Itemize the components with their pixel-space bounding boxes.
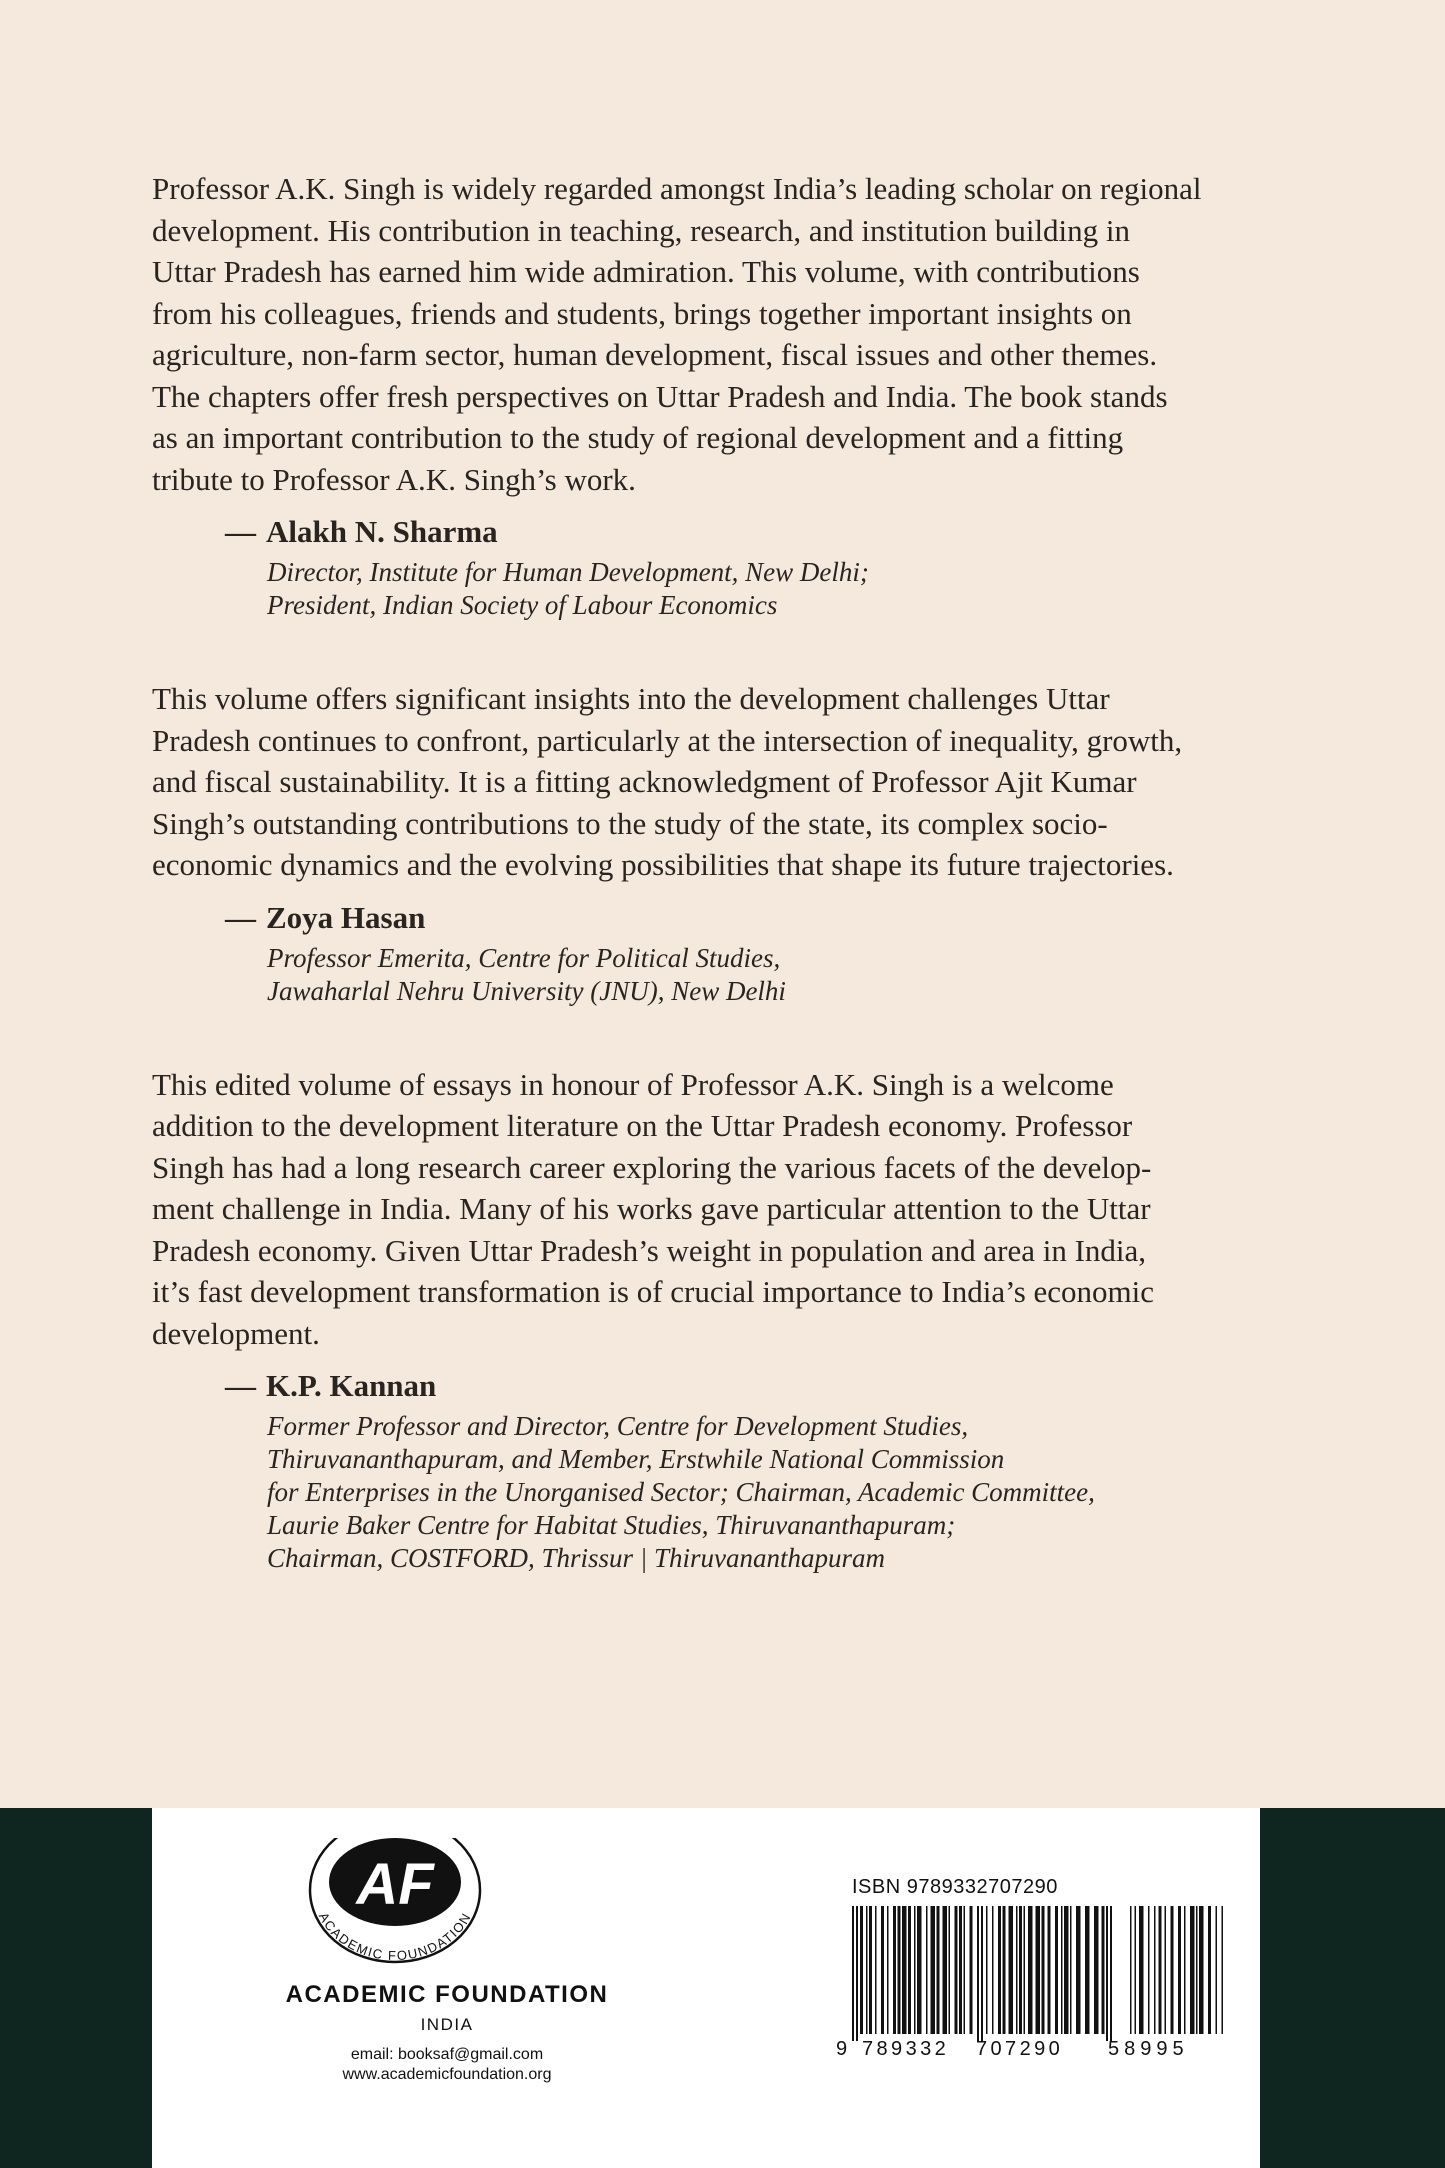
barcode-bar bbox=[869, 1906, 872, 2034]
barcode-bar bbox=[1106, 1906, 1108, 2041]
barcode-bar bbox=[977, 1906, 979, 2041]
endorsement-text: This volume offers significant insights into the development challenges Uttar Pradesh continues to confront, particularly at the intersection of inequality, growth, and fiscal sustainability. It is a fitting acknowledgment of Professor Ajit Kumar Singh’s outstanding contributions to the study of the state, its complex socio- economic dynamics and the evolving possibilities that shape its future trajectories. bbox=[152, 681, 1183, 882]
endorsement-text: This edited volume of essays in honour of Professor A.K. Singh is a welcome addition to the development literature on the Uttar Pradesh economy. Professor Singh has had a long research career exploring the various facets of the develop- ment challenge in India. Many of his works gave particular attention to the Uttar Pradesh economy. Given Uttar Pradesh’s weight in population and area in India, it’s fast development transformation is of crucial importance to India’s economic development. bbox=[152, 1066, 1155, 1351]
barcode-bar bbox=[902, 1906, 907, 2034]
publisher-website: www.academicfoundation.org bbox=[342, 2066, 552, 2083]
barcode-bar bbox=[1061, 1906, 1063, 2034]
signature bbox=[152, 1366, 1317, 1575]
barcode-bar bbox=[1184, 1906, 1186, 2034]
barcode-bar bbox=[1036, 1906, 1041, 2034]
signature bbox=[152, 512, 1317, 622]
barcode-bar bbox=[1019, 1906, 1022, 2034]
endorser-affiliation: Professor Emerita, Centre for Political Studies, Jawaharlal Nehru University (JNU), New Delhi bbox=[267, 942, 786, 1006]
barcode-addon-digits: 58995 bbox=[1108, 2038, 1189, 2060]
barcode-digits-left: 789332 bbox=[862, 2038, 950, 2060]
publisher-logo bbox=[285, 1838, 505, 1978]
barcode-bar bbox=[887, 1906, 889, 2034]
barcode-bar bbox=[1148, 1906, 1150, 2034]
barcode-bar bbox=[943, 1906, 948, 2034]
barcode-bar bbox=[1190, 1906, 1195, 2034]
barcode-bar bbox=[917, 1906, 922, 2034]
publisher-country: INDIA bbox=[420, 2015, 474, 2034]
barcode-bar bbox=[893, 1906, 896, 2034]
barcode-bar bbox=[1028, 1906, 1033, 2034]
barcode-bar bbox=[937, 1906, 940, 2034]
barcode-bar bbox=[875, 1906, 877, 2034]
barcode-bar bbox=[1130, 1906, 1132, 2034]
barcode-bar bbox=[852, 1906, 854, 2041]
barcode-bar bbox=[1055, 1906, 1058, 2034]
barcode-bar bbox=[992, 1906, 994, 2034]
endorsement-1 bbox=[152, 168, 1317, 622]
svg-text:ACADEMIC FOUNDATION: ACADEMIC FOUNDATION bbox=[315, 1909, 475, 1964]
barcode-bar bbox=[1085, 1906, 1090, 2034]
barcode-bar bbox=[931, 1906, 936, 2034]
barcode-bar bbox=[955, 1906, 958, 2034]
barcode-bar bbox=[959, 1906, 962, 2034]
endorser-name bbox=[225, 1366, 1317, 1406]
endorser-name-text: K.P. Kannan bbox=[266, 1368, 437, 1403]
endorser-name-text: Alakh N. Sharma bbox=[266, 514, 498, 549]
barcode-bar bbox=[1196, 1906, 1198, 2034]
barcode-digit-first: 9 bbox=[836, 2038, 848, 2060]
barcode-bar bbox=[898, 1906, 901, 2034]
barcode-bar bbox=[1064, 1906, 1069, 2034]
barcode-bar bbox=[881, 1906, 884, 2034]
barcode-bar bbox=[1178, 1906, 1181, 2034]
barcode-bar bbox=[860, 1906, 863, 2034]
barcode-bar bbox=[1139, 1906, 1144, 2034]
em-dash: — bbox=[225, 1368, 256, 1403]
barcode-bar bbox=[1016, 1906, 1018, 2034]
publisher-contact bbox=[152, 2045, 742, 2085]
barcode-bar bbox=[1076, 1906, 1081, 2034]
barcode-bar bbox=[949, 1906, 951, 2034]
publisher-email: email: booksaf@gmail.com bbox=[350, 2046, 544, 2063]
barcode-bar bbox=[1110, 1906, 1112, 2041]
barcode-bar bbox=[964, 1906, 966, 2034]
barcode-bar bbox=[856, 1906, 858, 2041]
barcode-bar bbox=[1154, 1906, 1156, 2034]
barcode-bar bbox=[986, 1906, 988, 2034]
af-logo-icon bbox=[285, 1838, 505, 1978]
barcode-digits-right: 707290 bbox=[976, 2038, 1064, 2060]
svg-text:AF: AF bbox=[356, 1852, 434, 1917]
endorsement-text: Professor A.K. Singh is widely regarded amongst India’s leading scholar on regional development. His contribution in teaching, research, and institution building in Uttar Pradesh has earned him wide admiration. This volume, with contributions from his colleagues, friends and students, brings together important insights on agriculture, non-farm sector, human development, fiscal issues and other themes. The chapters offer fresh perspectives on Uttar Pradesh and India. The book stands as an important contribution to the study of regional development and a fitting tribute to Professor A.K. Singh’s work. bbox=[152, 171, 1202, 497]
endorsement-3 bbox=[152, 1064, 1317, 1576]
em-dash: — bbox=[225, 899, 256, 935]
publisher-info bbox=[152, 1981, 742, 2085]
barcode-bar bbox=[866, 1906, 868, 2034]
endorser-name bbox=[225, 512, 1317, 552]
barcode-bar bbox=[1171, 1906, 1174, 2034]
barcode-bar bbox=[1135, 1906, 1137, 2034]
barcode-bar bbox=[1222, 1906, 1224, 2034]
barcode-bar bbox=[1208, 1906, 1211, 2034]
endorsements bbox=[152, 168, 1317, 1575]
endorsement-2 bbox=[152, 678, 1317, 1008]
signature bbox=[152, 898, 1317, 1008]
barcode-bar bbox=[1070, 1906, 1072, 2034]
endorser-affiliation: Former Professor and Director, Centre for Development Studies, Thiruvananthapuram, and Member, Erstwhile National Commission for Enterprises in the Unorganised Sector; Chairman, Academic Committee, Laurie Baker Centre for Habitat Studies, Thiruvananthapuram; Chairman, COSTFORD, Thrissur | Thiruvananthapuram bbox=[267, 1411, 1095, 1573]
barcode-bar bbox=[1003, 1906, 1006, 2034]
barcode-bar bbox=[1165, 1906, 1167, 2034]
barcode-bar bbox=[1048, 1906, 1051, 2034]
barcode-bar bbox=[908, 1906, 911, 2034]
barcode-bar bbox=[926, 1906, 928, 2034]
em-dash: — bbox=[225, 514, 256, 549]
barcode-bar bbox=[1102, 1906, 1105, 2034]
publisher-name: ACADEMIC FOUNDATION bbox=[285, 1981, 609, 2008]
barcode-bar bbox=[1024, 1906, 1026, 2034]
barcode-bar bbox=[1159, 1906, 1162, 2034]
barcode-bar bbox=[1216, 1906, 1218, 2034]
endorser-affiliation: Director, Institute for Human Development, New Delhi; President, Indian Society of Labour Economics bbox=[267, 557, 869, 620]
isbn-label: ISBN 9789332707290 bbox=[852, 1876, 1058, 1898]
barcode-bar bbox=[981, 1906, 983, 2041]
barcode-bar bbox=[1009, 1906, 1014, 2034]
barcode-bar bbox=[1094, 1906, 1099, 2034]
endorser-name bbox=[225, 898, 1317, 938]
barcode-icon bbox=[848, 1906, 1228, 2041]
barcode-bar bbox=[970, 1906, 973, 2034]
barcode-bar bbox=[914, 1906, 916, 2034]
endorser-name-text: Zoya Hasan bbox=[266, 899, 426, 935]
barcode-bar bbox=[1199, 1906, 1204, 2034]
barcode-bar bbox=[1042, 1906, 1045, 2034]
barcode-bar bbox=[998, 1906, 1001, 2034]
